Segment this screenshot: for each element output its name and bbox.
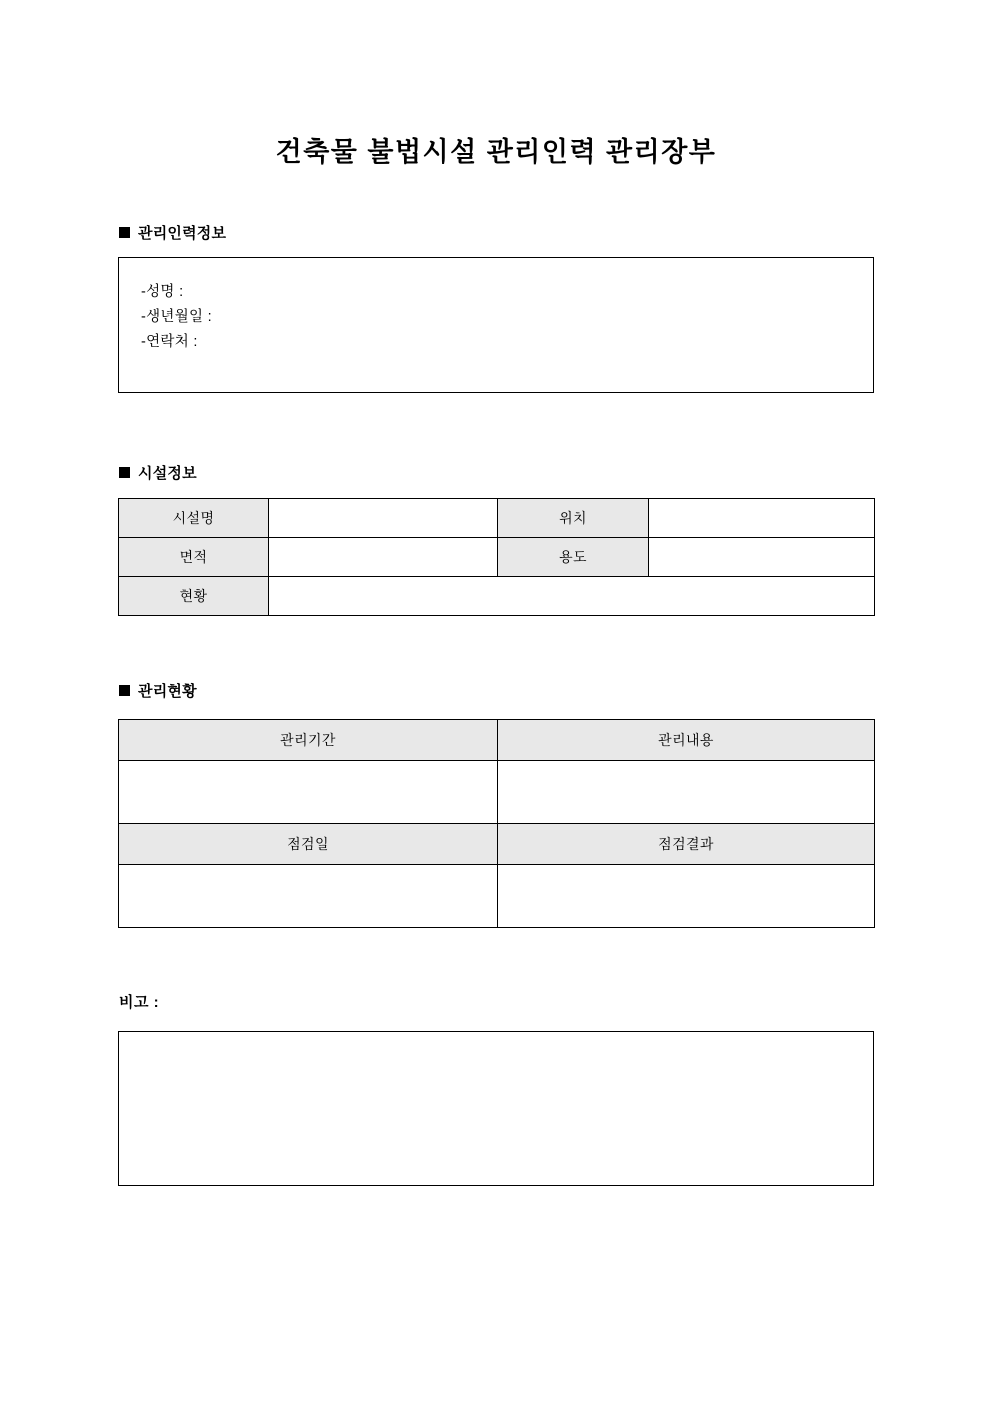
- status-value-period[interactable]: [119, 761, 498, 824]
- facility-value-usage[interactable]: [649, 538, 875, 577]
- section-heading-label: 시설정보: [138, 465, 197, 482]
- facility-label-location: 위치: [498, 499, 649, 538]
- facility-label-usage: 용도: [498, 538, 649, 577]
- table-row: [119, 538, 875, 577]
- status-value-inspection-result[interactable]: [498, 865, 875, 928]
- status-header-period: 관리기간: [119, 720, 498, 761]
- status-header-inspection-date: 점검일: [119, 824, 498, 865]
- section-heading-label: 관리현황: [138, 683, 197, 700]
- facility-value-name[interactable]: [269, 499, 498, 538]
- facility-label-area: 면적: [119, 538, 269, 577]
- management-status-table: [118, 719, 875, 928]
- page-title: 건축물 불법시설 관리인력 관리장부: [275, 137, 717, 167]
- status-header-inspection-result: 점검결과: [498, 824, 875, 865]
- facility-label-condition: 현황: [119, 577, 269, 616]
- person-field-contact: -연락처 :: [141, 334, 198, 350]
- status-value-content[interactable]: [498, 761, 875, 824]
- person-info-box: [118, 257, 874, 393]
- filled-square-bullet-icon: [119, 227, 130, 238]
- filled-square-bullet-icon: [119, 467, 130, 478]
- table-row: [119, 577, 875, 616]
- filled-square-bullet-icon: [119, 685, 130, 696]
- facility-value-condition[interactable]: [269, 577, 875, 616]
- remarks-box[interactable]: [118, 1031, 874, 1186]
- table-row: [119, 761, 875, 824]
- section-heading-label: 관리인력정보: [138, 225, 227, 242]
- status-header-content: 관리내용: [498, 720, 875, 761]
- status-value-inspection-date[interactable]: [119, 865, 498, 928]
- person-field-name: -성명 :: [141, 284, 184, 300]
- remarks-label: 비고 :: [119, 994, 160, 1011]
- facility-value-location[interactable]: [649, 499, 875, 538]
- section-heading-management-status: [119, 680, 197, 701]
- table-header-row: [119, 720, 875, 761]
- person-field-birthdate: -생년월일 :: [141, 309, 213, 325]
- facility-label-name: 시설명: [119, 499, 269, 538]
- table-header-row: [119, 824, 875, 865]
- section-heading-person-info: [119, 222, 226, 243]
- section-heading-facility-info: [119, 462, 197, 483]
- facility-info-table: [118, 498, 875, 616]
- table-row: [119, 865, 875, 928]
- table-row: [119, 499, 875, 538]
- facility-value-area[interactable]: [269, 538, 498, 577]
